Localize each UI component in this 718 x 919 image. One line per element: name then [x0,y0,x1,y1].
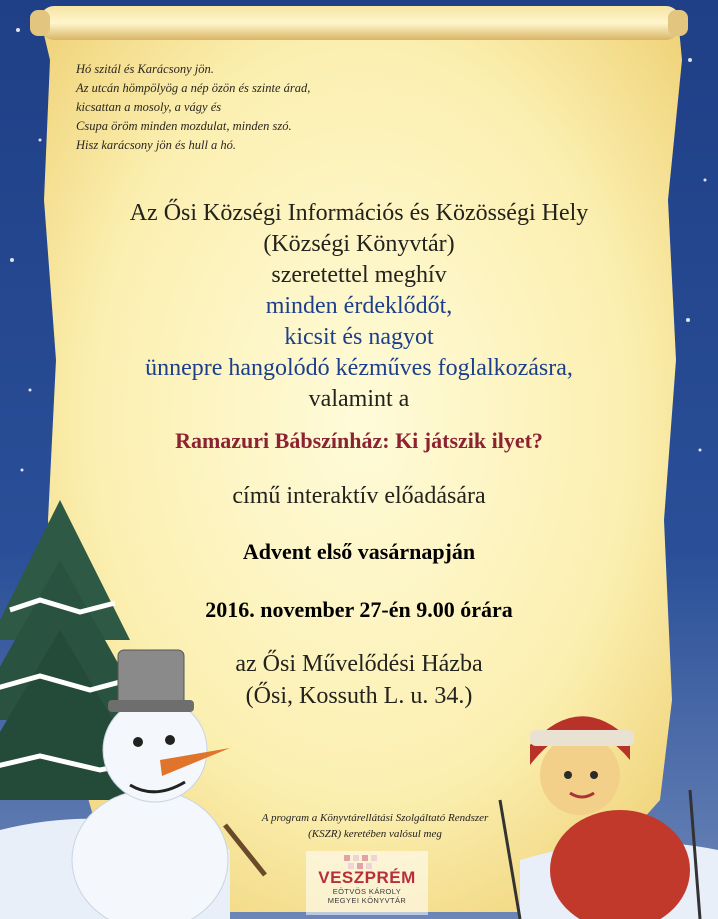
footer-note [200,810,550,842]
poem-line: kicsattan a mosoly, a vágy és [76,100,222,114]
event-title: Ramazuri Bábszínház: Ki játszik ilyet? [175,428,543,453]
event-datetime: 2016. november 27-én 9.00 órára [205,597,513,622]
logo-sub-2: MEGYEI KÖNYVTÁR [327,896,407,905]
event-subtitle: című interaktív előadására [232,483,486,509]
audience-line-2: kicsit és nagyot [284,324,434,350]
library-logo [306,851,428,915]
poem-block [76,60,436,155]
scroll-top-roll [40,6,680,40]
poem-line: Csupa öröm minden mozdulat, minden szó. [76,119,292,133]
event-occasion: Advent első vasárnapján [242,539,476,564]
invite-line: szeretettel meghív [271,262,447,288]
poem-line: Az utcán hömpölyög a nép özön és szinte árad, [76,81,311,95]
connector-line: valamint a [308,386,410,412]
logo-sub-1: EÖTVÖS KÁROLY [332,887,402,896]
poem-line: Hó szitál és Karácsony jön. [76,62,214,76]
organizer-line: Az Ősi Községi Információs és Közösségi Hely [129,200,589,226]
event-venue: az Ősi Művelődési Házba [235,651,483,677]
footer-line-2: (KSZR) keretében valósul meg [308,828,442,840]
logo-name: VESZPRÉM [318,868,416,887]
invitation-block [0,198,718,415]
workshop-line: ünnepre hangolódó kézműves foglalkozásra, [145,355,573,381]
organizer-subtitle: (Községi Könyvtár) [263,231,455,257]
event-address: (Ősi, Kossuth L. u. 34.) [245,683,473,709]
footer-line: A program a Könyvtárellátási Szolgáltató Rendszer [261,812,489,824]
audience-line: minden érdeklődőt, [265,293,453,319]
poem-line: Hisz karácsony jön és hull a hó. [76,138,237,152]
